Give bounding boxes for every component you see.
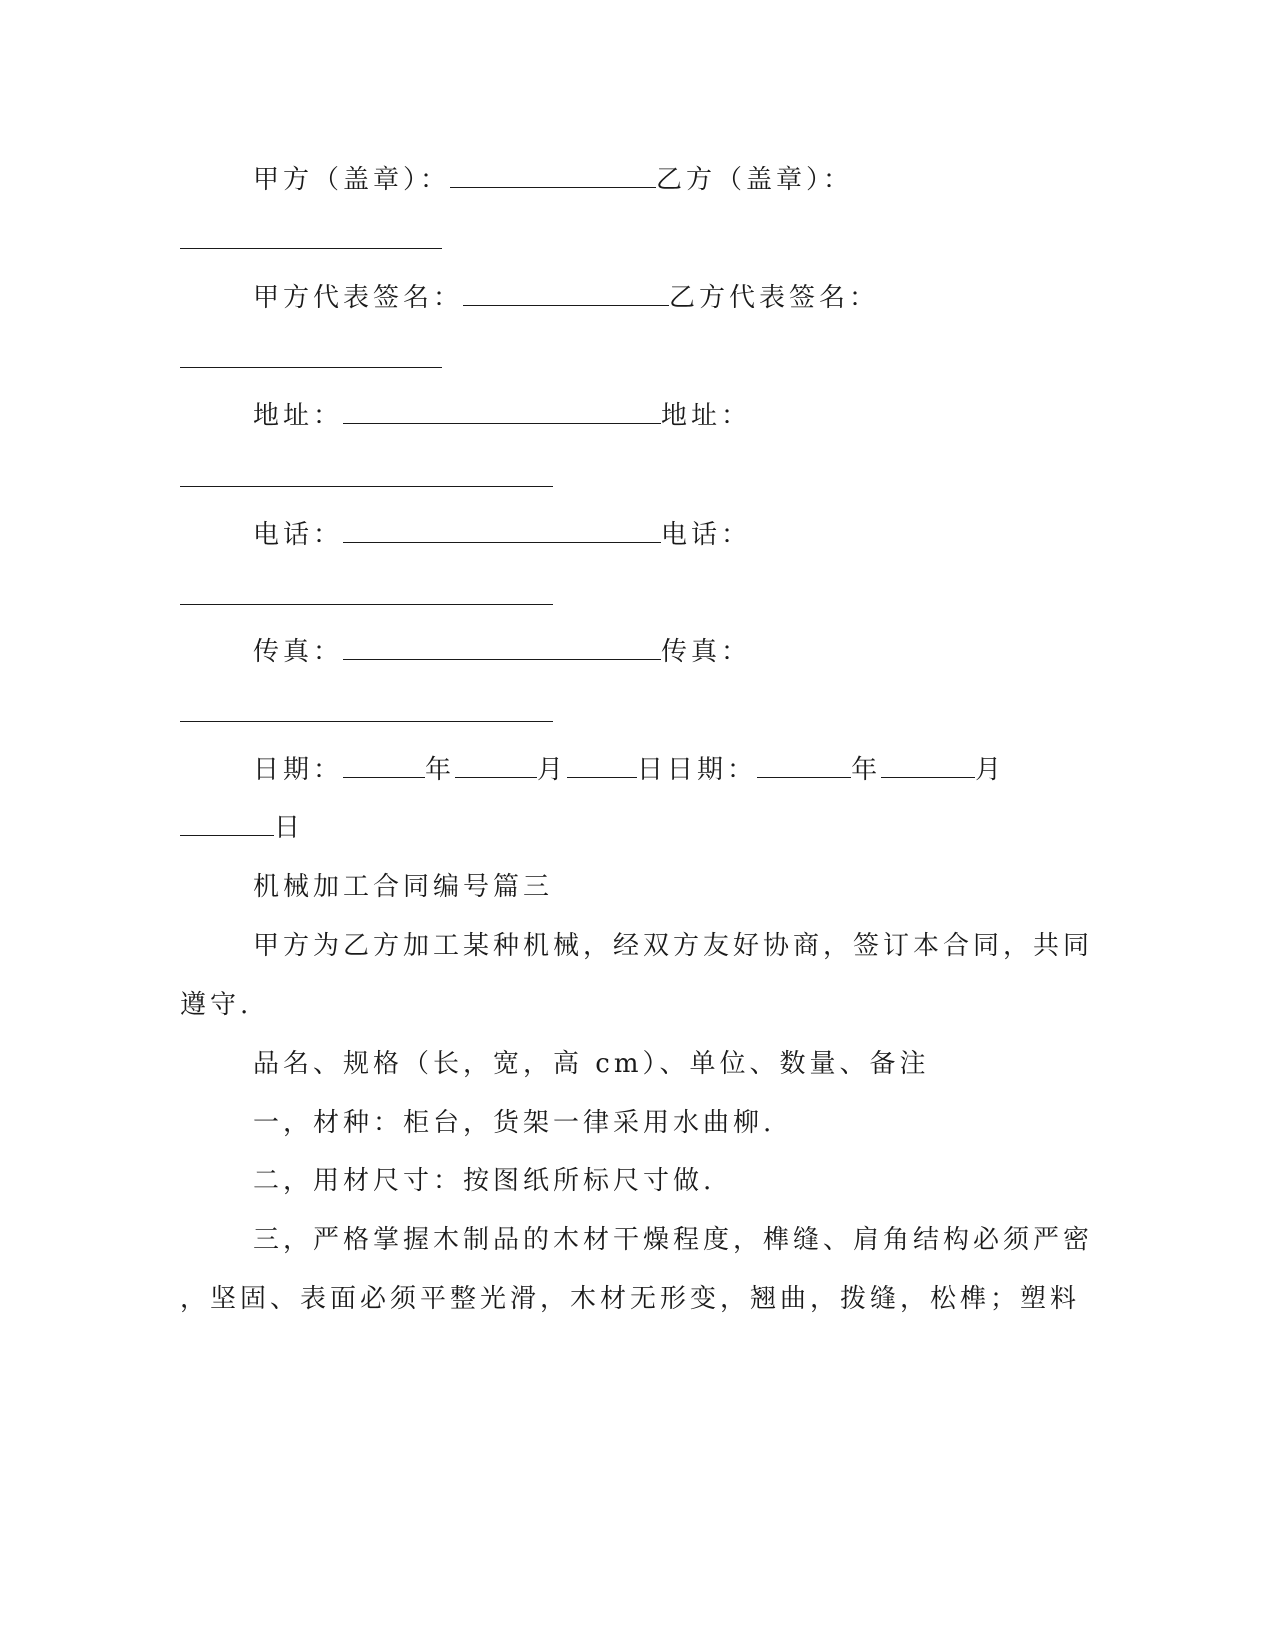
- party-b-rep-label: 乙方代表签名：: [669, 283, 880, 313]
- address-b-blank[interactable]: [180, 486, 553, 487]
- date-row: [253, 753, 1005, 787]
- party-b-seal-blank[interactable]: [180, 248, 442, 249]
- representative-row: [253, 281, 879, 315]
- clause-3-line2: ，坚固、表面必须平整光滑，木材无形变，翘曲，拨缝，松榫；塑料: [180, 1284, 1081, 1314]
- phone-a-label: 电话：: [253, 520, 344, 550]
- columns-line: 品名、规格（长，宽，高 cm）、单位、数量、备注: [253, 1049, 930, 1079]
- clause-2: 二，用材尺寸：按图纸所标尺寸做.: [253, 1166, 716, 1196]
- fax-b-blank[interactable]: [180, 721, 553, 722]
- party-a-seal-blank[interactable]: [450, 163, 656, 188]
- phone-row: [253, 518, 751, 552]
- year-b-label: 年: [851, 755, 882, 785]
- address-a-label: 地址：: [253, 401, 344, 431]
- phone-b-blank[interactable]: [180, 604, 553, 605]
- intro-paragraph-line2: 遵守.: [180, 990, 253, 1020]
- date-a-label: 日期：: [253, 755, 344, 785]
- fax-b-label: 传真：: [661, 637, 752, 667]
- address-row: [253, 399, 751, 433]
- date-b-month-blank[interactable]: [881, 753, 975, 778]
- date-a-year-blank[interactable]: [343, 753, 425, 778]
- address-a-blank[interactable]: [343, 399, 661, 424]
- fax-a-blank[interactable]: [343, 635, 661, 660]
- party-b-seal-label: 乙方（盖章）：: [656, 165, 854, 195]
- address-b-label: 地址：: [661, 401, 752, 431]
- year-a-label: 年: [425, 755, 456, 785]
- section-title: 机械加工合同编号篇三: [253, 872, 554, 902]
- party-a-rep-label: 甲方代表签名：: [253, 283, 464, 313]
- date-b-day-blank[interactable]: [180, 811, 274, 836]
- party-a-rep-blank[interactable]: [463, 281, 669, 306]
- date-b-year-blank[interactable]: [757, 753, 851, 778]
- date-b-day-row: [180, 811, 304, 845]
- date-a-month-blank[interactable]: [455, 753, 537, 778]
- phone-a-blank[interactable]: [343, 518, 661, 543]
- date-a-day-blank[interactable]: [567, 753, 637, 778]
- seal-row: [253, 163, 853, 197]
- fax-row: [253, 635, 751, 669]
- day-b-label: 日: [274, 813, 305, 843]
- party-a-seal-label: 甲方（盖章）：: [253, 165, 451, 195]
- clause-3-line1: 三，严格掌握木制品的木材干燥程度，榫缝、肩角结构必须严密: [253, 1225, 1094, 1255]
- intro-paragraph-line1: 甲方为乙方加工某种机械，经双方友好协商，签订本合同，共同: [253, 931, 1094, 961]
- phone-b-label: 电话：: [661, 520, 752, 550]
- month-a-label: 月: [537, 755, 568, 785]
- fax-a-label: 传真：: [253, 637, 344, 667]
- clause-1: 一，材种：柜台，货架一律采用水曲柳.: [253, 1108, 776, 1138]
- month-b-label: 月: [975, 755, 1006, 785]
- party-b-rep-blank[interactable]: [180, 367, 442, 368]
- day-date-b-label: 日日期：: [637, 755, 758, 785]
